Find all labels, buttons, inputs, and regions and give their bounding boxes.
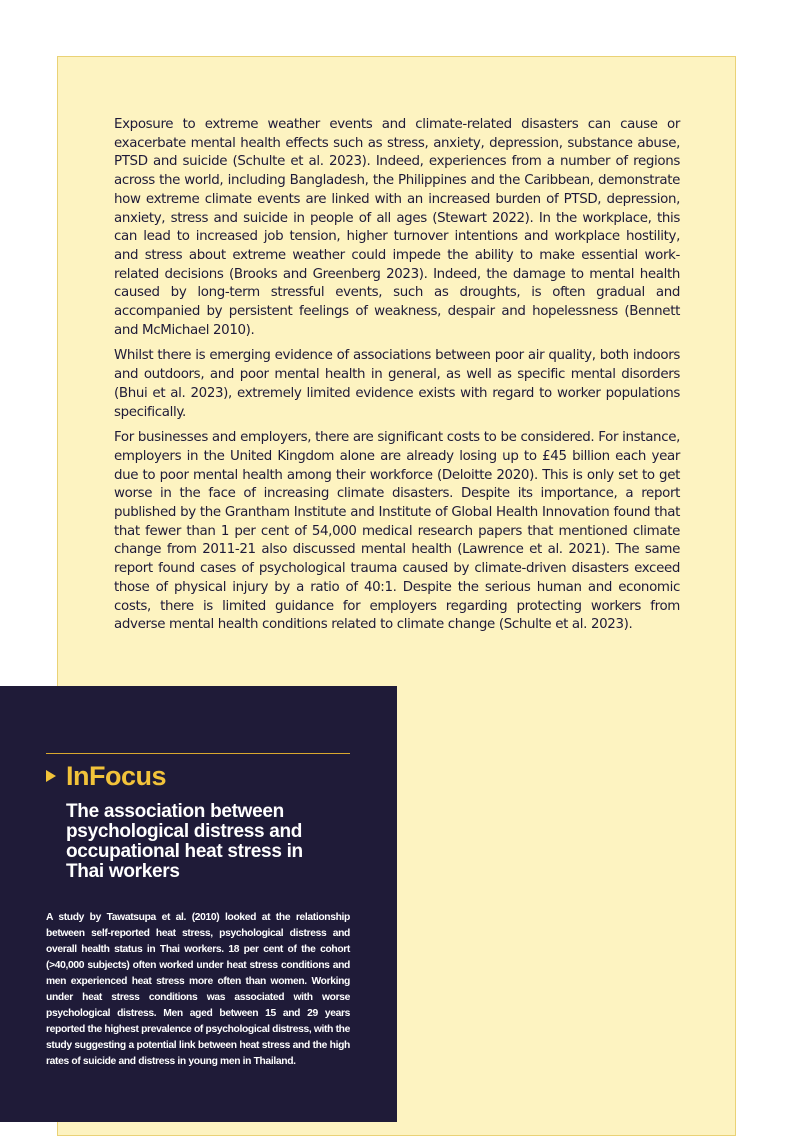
infocus-subtitle: The association between psychological distress and occupational heat stress in Thai workers [66,801,303,882]
infocus-header [46,760,166,792]
triangle-right-icon [46,770,56,782]
infocus-panel [0,686,397,1122]
paragraph-1: Exposure to extreme weather events and climate-related disasters can cause or exacerbate mental health effects such as stress, anxiety, depression, substance abuse, PTSD and suicide (Schulte et al. 2023). Indeed, experiences from a number of regions across the world, including Bangladesh, the Philippines and the Caribbean, demonstrate how extreme climate events are linked with an increased burden of PTSD, depression, anxiety, stress and suicide in people of all ages (Stewart 2022). In the workplace, this can lead to increased job tension, higher turnover intentions and workplace hostility, and stress about extreme weather could impede the ability to make essential work-related decisions (Brooks and Greenberg 2023). Indeed, the damage to mental health caused by long-term stressful events, such as droughts, is often gradual and accompanied by persistent feelings of weakness, despair and hopelessness (Bennett and McMichael 2010). [114,117,680,338]
main-text [114,116,680,642]
infocus-body: A study by Tawatsupa et al. (2010) looked at the relationship between self-reported heat stress, psychological distress and overall health status in Thai workers. 18 per cent of the cohort (>40,000 subjects) often worked under heat stress conditions and men experienced heat stress more often than women. Working under heat stress conditions was associated with worse psychological distress. Men aged between 15 and 29 years reported the highest prevalence of psychological distress, with the study suggesting a potential link between heat stress and the high rates of suicide and distress in young men in Thailand. [46,912,350,1067]
paragraph-3: For businesses and employers, there are significant costs to be considered. For instance, employers in the United Kingdom alone are already losing up to £45 billion each year due to poor mental health among their workforce (Deloitte 2020). This is only set to get worse in the face of increasing climate disasters. Despite its importance, a report published by the Grantham Institute and Institute of Global Health Innovation found that that fewer than 1 per cent of 54,000 medical research papers that mentioned climate change from 2011-21 also discussed mental health (Lawrence et al. 2021). The same report found cases of psychological trauma caused by climate-driven disasters exceed those of physical injury by a ratio of 40:1. Despite the serious human and economic costs, there is limited guidance for employers regarding protecting workers from adverse mental health conditions related to climate change (Schulte et al. 2023). [114,430,680,633]
infocus-label: InFocus [66,761,167,791]
paragraph-2: Whilst there is emerging evidence of associations between poor air quality, both indoors and outdoors, and poor mental health in general, as well as specific mental disorders (Bhui et al. 2023), extremely limited evidence exists with regard to worker populations specifically. [114,348,680,420]
divider [46,753,350,754]
